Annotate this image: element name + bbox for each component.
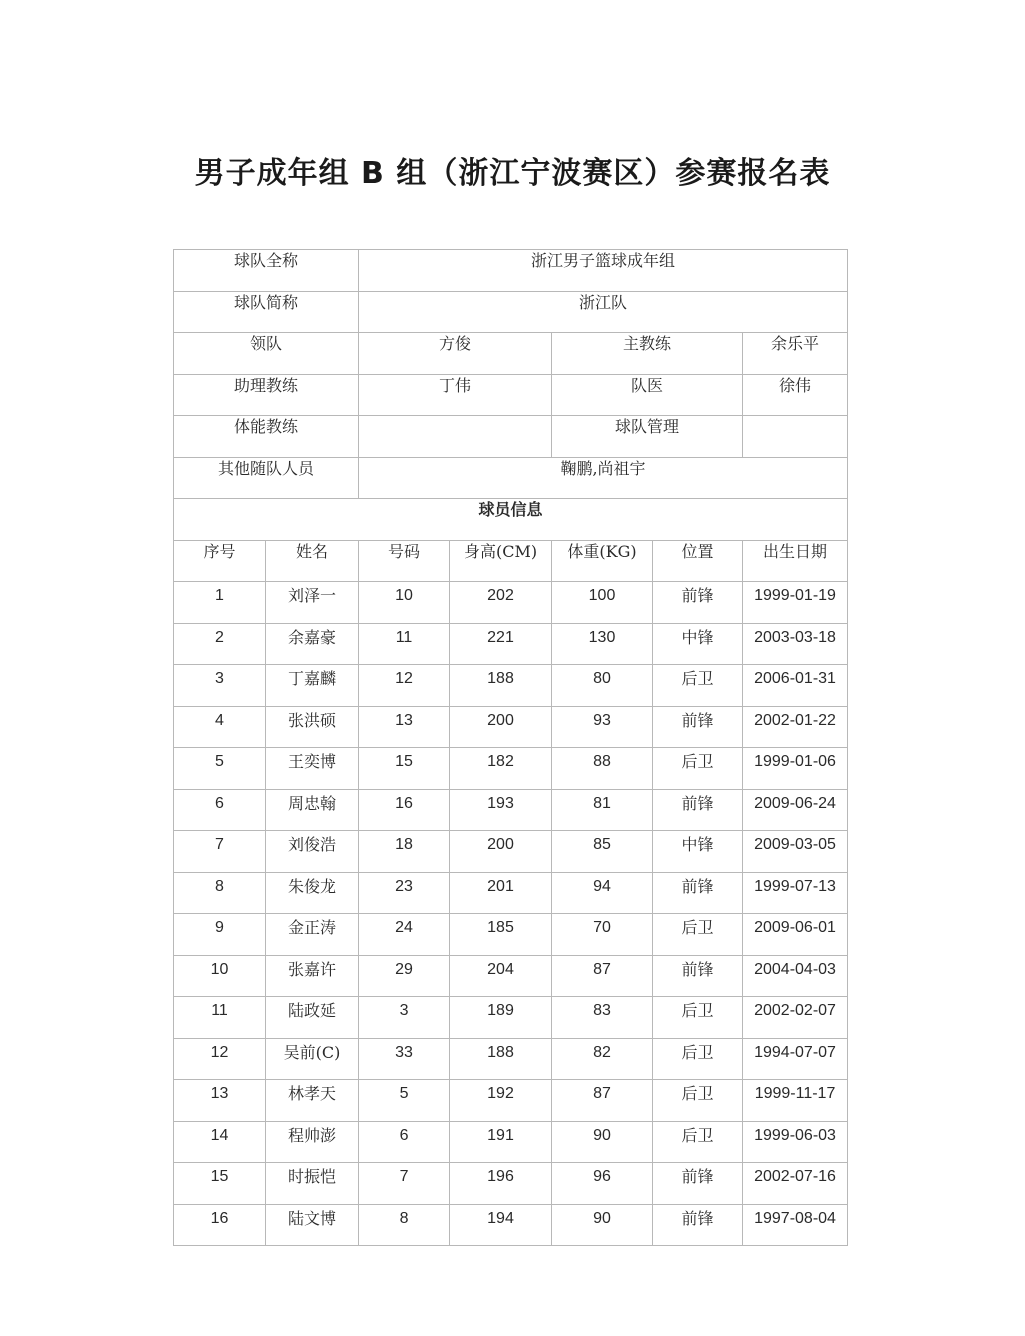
player-position: 后卫 <box>681 918 714 938</box>
player-birth: 2006-01-31 <box>754 670 836 688</box>
others-row <box>174 457 848 499</box>
player-birth: 1999-01-06 <box>754 753 836 771</box>
player-weight: 87 <box>593 960 611 978</box>
player-birth: 1999-06-03 <box>754 1126 836 1144</box>
player-height: 182 <box>487 753 514 771</box>
player-no: 3 <box>215 670 224 688</box>
player-number: 10 <box>395 587 413 605</box>
player-number: 29 <box>395 960 413 978</box>
player-birth: 1997-08-04 <box>754 1209 836 1227</box>
player-position: 前锋 <box>681 710 714 730</box>
player-name: 吴前(C) <box>283 1042 341 1062</box>
player-height: 221 <box>487 628 514 646</box>
doctor-value: 徐伟 <box>779 375 812 395</box>
column-header-weight: 体重(KG) <box>567 541 637 561</box>
player-name: 张洪硕 <box>288 710 337 730</box>
player-position: 后卫 <box>681 1084 714 1104</box>
player-birth: 1999-11-17 <box>754 1085 836 1103</box>
player-position: 后卫 <box>681 1125 714 1145</box>
column-header-no: 序号 <box>203 541 236 561</box>
assistant-row <box>174 374 848 416</box>
player-height: 188 <box>487 670 514 688</box>
player-number: 7 <box>399 1168 409 1186</box>
table-row <box>174 1121 848 1163</box>
player-position: 前锋 <box>681 793 714 813</box>
player-birth: 2009-06-01 <box>754 919 836 937</box>
player-name: 张嘉许 <box>288 959 337 979</box>
player-weight: 93 <box>593 711 611 729</box>
column-header-number: 号码 <box>388 541 421 561</box>
player-birth: 2002-07-16 <box>754 1168 836 1186</box>
table-row <box>174 997 848 1039</box>
table-row <box>174 748 848 790</box>
fitness-coach-label: 体能教练 <box>234 417 299 437</box>
player-name: 金正涛 <box>288 918 337 938</box>
players-section-title: 球员信息 <box>478 500 543 520</box>
table-row <box>174 623 848 665</box>
player-number: 24 <box>395 919 413 937</box>
team-full-name-value: 浙江男子篮球成年组 <box>531 251 676 271</box>
column-header-position: 位置 <box>681 541 714 561</box>
player-weight: 85 <box>593 836 611 854</box>
player-weight: 87 <box>593 1085 611 1103</box>
player-no: 6 <box>215 794 224 812</box>
player-name: 林孝天 <box>288 1084 337 1104</box>
player-position: 前锋 <box>681 959 714 979</box>
player-weight: 90 <box>593 1126 611 1144</box>
table-row <box>174 1080 848 1122</box>
player-no: 1 <box>215 587 224 605</box>
player-number: 3 <box>399 1002 409 1020</box>
player-no: 12 <box>210 1043 229 1061</box>
player-name: 王奕博 <box>288 752 337 772</box>
player-position: 后卫 <box>681 1001 714 1021</box>
team-full-name-row <box>174 250 848 292</box>
table-row <box>174 1163 848 1205</box>
player-no: 4 <box>215 711 224 729</box>
player-no: 16 <box>210 1209 229 1227</box>
player-height: 188 <box>487 1043 514 1061</box>
player-number: 12 <box>395 670 413 688</box>
player-height: 193 <box>487 794 514 812</box>
player-number: 16 <box>395 794 413 812</box>
table-row <box>174 706 848 748</box>
player-position: 中锋 <box>681 835 714 855</box>
player-no: 5 <box>215 753 224 771</box>
table-row <box>174 1204 848 1246</box>
table-row <box>174 665 848 707</box>
player-position: 前锋 <box>681 1167 714 1187</box>
player-no: 2 <box>215 628 224 646</box>
team-short-name-row <box>174 291 848 333</box>
head-coach-label: 主教练 <box>623 334 672 354</box>
player-birth: 2002-02-07 <box>754 1002 836 1020</box>
player-no: 11 <box>211 1002 228 1020</box>
leader-value: 方俊 <box>439 334 472 354</box>
player-no: 7 <box>215 836 224 854</box>
table-row <box>174 831 848 873</box>
player-number: 6 <box>399 1126 409 1144</box>
player-number: 11 <box>395 628 413 646</box>
table-row <box>174 872 848 914</box>
team-short-name-label: 球队简称 <box>234 292 299 312</box>
player-name: 陆政延 <box>288 1001 337 1021</box>
player-number: 23 <box>395 877 413 895</box>
player-no: 14 <box>210 1126 229 1144</box>
assistant-coach-value: 丁伟 <box>439 375 472 395</box>
player-no: 8 <box>215 877 224 895</box>
table-row <box>174 582 848 624</box>
column-header-birth: 出生日期 <box>763 541 828 561</box>
player-weight: 88 <box>593 753 611 771</box>
player-no: 13 <box>210 1085 229 1103</box>
player-number: 5 <box>399 1085 409 1103</box>
player-height: 204 <box>487 960 514 978</box>
player-height: 201 <box>487 877 514 895</box>
player-weight: 90 <box>593 1209 611 1227</box>
player-position: 前锋 <box>681 1208 714 1228</box>
player-birth: 2009-03-05 <box>754 836 836 854</box>
player-position: 中锋 <box>681 627 714 647</box>
player-birth: 2009-06-24 <box>754 794 836 812</box>
player-position: 后卫 <box>681 752 714 772</box>
table-row <box>174 1038 848 1080</box>
player-birth: 1994-07-07 <box>754 1043 836 1061</box>
player-position: 后卫 <box>681 669 714 689</box>
player-name: 时振恺 <box>288 1167 337 1187</box>
player-name: 朱俊龙 <box>288 876 337 896</box>
player-position: 后卫 <box>681 1042 714 1062</box>
player-height: 196 <box>487 1168 514 1186</box>
player-name: 丁嘉麟 <box>288 669 337 689</box>
player-name: 余嘉豪 <box>288 627 337 647</box>
player-position: 前锋 <box>681 586 714 606</box>
table-row <box>174 789 848 831</box>
players-section-row <box>174 499 848 541</box>
player-weight: 83 <box>593 1002 611 1020</box>
player-height: 189 <box>487 1002 514 1020</box>
fitness-row <box>174 416 848 458</box>
player-birth: 1999-07-13 <box>754 877 836 895</box>
player-height: 185 <box>487 919 514 937</box>
others-value: 鞠鹏,尚祖宇 <box>560 458 646 478</box>
player-name: 周忠翰 <box>288 793 337 813</box>
player-number: 13 <box>395 711 413 729</box>
assistant-coach-label: 助理教练 <box>234 375 299 395</box>
player-no: 10 <box>210 960 229 978</box>
player-no: 15 <box>210 1168 229 1186</box>
registration-table <box>173 249 848 1246</box>
column-header-name: 姓名 <box>296 541 329 561</box>
player-height: 194 <box>487 1209 514 1227</box>
player-birth: 2003-03-18 <box>754 628 836 646</box>
leader-row <box>174 333 848 375</box>
player-weight: 70 <box>593 919 611 937</box>
page-title: 男子成年组 B 组（浙江宁波赛区）参赛报名表 <box>194 156 831 191</box>
head-coach-value: 余乐平 <box>771 334 820 354</box>
player-birth: 2004-04-03 <box>754 960 836 978</box>
player-name: 刘泽一 <box>288 586 337 606</box>
player-weight: 81 <box>593 794 611 812</box>
team-full-name-label: 球队全称 <box>234 251 299 271</box>
player-no: 9 <box>215 919 224 937</box>
player-weight: 100 <box>588 587 616 605</box>
player-height: 200 <box>487 711 514 729</box>
players-header-row <box>174 540 848 582</box>
others-label: 其他随队人员 <box>218 458 315 478</box>
table-row <box>174 955 848 997</box>
player-birth: 1999-01-19 <box>754 587 836 605</box>
doctor-label: 队医 <box>631 375 664 395</box>
player-number: 18 <box>395 836 413 854</box>
player-height: 191 <box>487 1126 514 1144</box>
player-name: 刘俊浩 <box>288 835 337 855</box>
player-weight: 82 <box>593 1043 611 1061</box>
player-weight: 94 <box>593 877 611 895</box>
player-number: 15 <box>395 753 413 771</box>
player-number: 33 <box>395 1043 413 1061</box>
player-number: 8 <box>399 1209 409 1227</box>
player-weight: 96 <box>593 1168 611 1186</box>
player-height: 200 <box>487 836 514 854</box>
player-weight: 130 <box>588 628 616 646</box>
player-height: 202 <box>487 587 514 605</box>
player-birth: 2002-01-22 <box>754 711 836 729</box>
player-name: 陆文博 <box>288 1208 337 1228</box>
manager-label: 球队管理 <box>615 417 680 437</box>
player-position: 前锋 <box>681 876 714 896</box>
leader-label: 领队 <box>250 334 283 354</box>
player-height: 192 <box>487 1085 514 1103</box>
team-short-name-value: 浙江队 <box>579 292 628 312</box>
column-header-height: 身高(CM) <box>463 541 538 561</box>
table-row <box>174 914 848 956</box>
player-weight: 80 <box>593 670 611 688</box>
player-name: 程帅澎 <box>288 1125 337 1145</box>
